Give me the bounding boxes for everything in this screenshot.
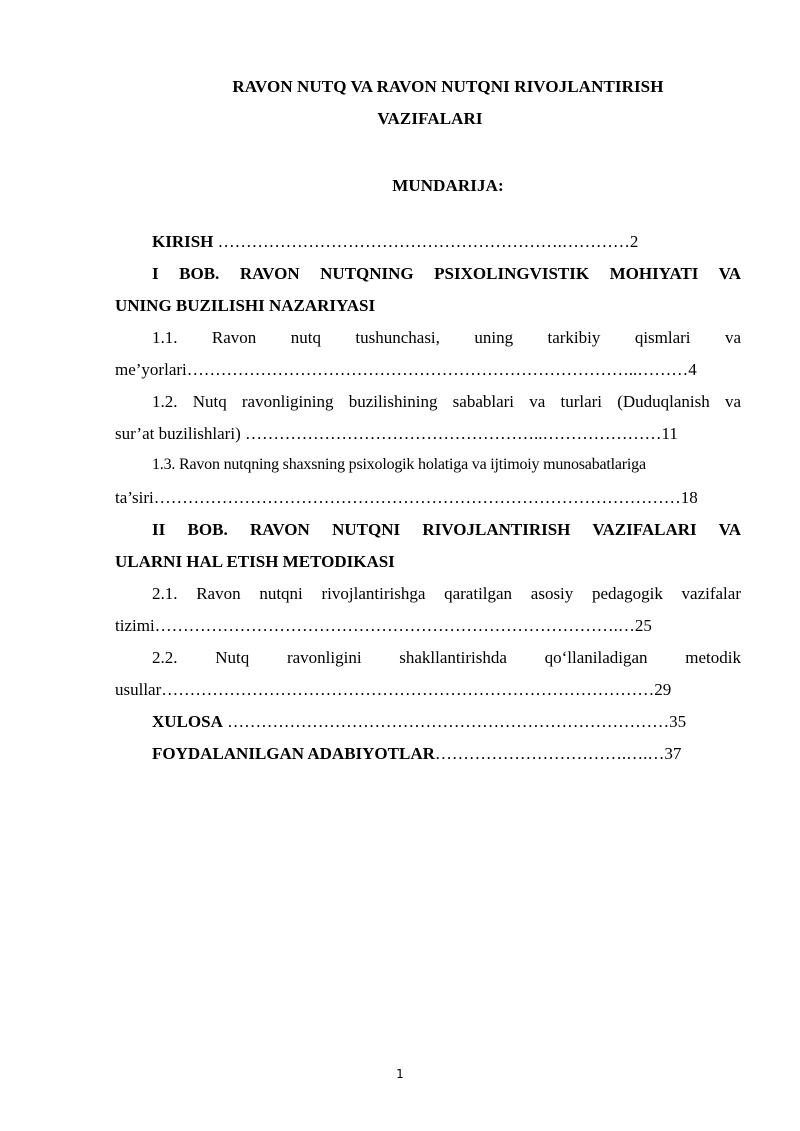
toc-entry-1-3-line2 <box>115 488 741 520</box>
toc-word: metodik <box>685 648 741 667</box>
toc-leader: …………………………………………………………………… <box>222 712 670 731</box>
toc-leader: sur’at buzilishlari) ……………………………………………..………………… <box>115 424 662 443</box>
toc-entry-2-2-line2 <box>115 680 741 712</box>
toc-leader: ta’siri………………………………………………………………………………… <box>115 488 681 507</box>
toc-word: qismlari <box>634 328 691 347</box>
table-of-contents <box>115 232 741 776</box>
toc-page: 4 <box>688 360 697 379</box>
toc-entry-1-3-line1[interactable]: 1.3. Ravon nutqning shaxsning psixologik holatiga va ijtimoiy munosabatlariga <box>152 456 646 473</box>
document-title-line1: RAVON NUTQ VA RAVON NUTQNI RIVOJLANTIRISH <box>232 77 664 96</box>
toc-label: XULOSA <box>152 712 223 731</box>
toc-word: uning <box>474 328 514 347</box>
toc-entry-xulosa[interactable] <box>115 712 741 744</box>
toc-page: 2 <box>629 232 639 251</box>
toc-chapter-1-line2: UNING BUZILISHI NAZARIYASI <box>115 296 376 315</box>
toc-entry-1-1-line1[interactable] <box>115 328 741 360</box>
page-number: 1 <box>396 1067 404 1081</box>
toc-entry-kirish[interactable] <box>115 232 741 264</box>
toc-word: 2.2. <box>152 648 178 667</box>
toc-entry-adabiyotlar[interactable] <box>115 744 741 776</box>
toc-leader: …………………………….….… <box>434 744 665 763</box>
toc-page: 29 <box>654 680 672 699</box>
toc-word: va <box>724 328 741 347</box>
toc-entry-2-1-line2 <box>115 616 741 648</box>
toc-word: qo‘llaniladigan <box>544 648 648 667</box>
toc-leader: …………………………………………………….………… <box>213 232 630 251</box>
document-title-line2: VAZIFALARI <box>377 109 483 128</box>
toc-word: shakllantirishda <box>399 648 507 667</box>
toc-word: nutq <box>290 328 321 347</box>
toc-word: tarkibiy <box>547 328 601 347</box>
toc-page: 18 <box>680 488 698 507</box>
toc-page: 37 <box>664 744 682 763</box>
toc-word: Ravon <box>211 328 257 347</box>
toc-chapter-1-line1[interactable]: I BOB. RAVON NUTQNING PSIXOLINGVISTIK MOHIYATI VA <box>152 264 741 283</box>
toc-entry-1-1-line2 <box>115 360 741 392</box>
toc-leader: me’yorlari……………………………………………………………………..……… <box>115 360 689 379</box>
toc-word: tushunchasi, <box>355 328 440 347</box>
contents-heading: MUNDARIJA: <box>392 176 504 195</box>
toc-entry-2-2-line1[interactable] <box>115 648 741 680</box>
toc-entry-1-2-line1[interactable]: 1.2. Nutq ravonligining buzilishining sabablari va turlari (Duduqlanish va <box>152 392 741 411</box>
toc-label: FOYDALANILGAN ADABIYOTLAR <box>152 744 435 763</box>
toc-chapter-2-line1[interactable]: II BOB. RAVON NUTQNI RIVOJLANTIRISH VAZIFALARI VA <box>152 520 741 539</box>
toc-entry-2-1-line1[interactable]: 2.1. Ravon nutqni rivojlantirishga qaratilgan asosiy pedagogik vazifalar <box>152 584 741 603</box>
toc-page: 35 <box>669 712 687 731</box>
toc-entry-1-2-line2 <box>115 424 741 456</box>
toc-word: 1.1. <box>152 328 178 347</box>
toc-chapter-2-line2: ULARNI HAL ETISH METODIKASI <box>115 552 395 571</box>
toc-leader: usullar…………………………………………………………………………… <box>115 680 655 699</box>
toc-page: 11 <box>661 424 678 443</box>
toc-page: 25 <box>634 616 652 635</box>
toc-word: ravonligini <box>286 648 362 667</box>
toc-label: KIRISH <box>152 232 214 251</box>
toc-leader: tizimi……………………………………………………………………….… <box>115 616 635 635</box>
toc-word: Nutq <box>215 648 250 667</box>
